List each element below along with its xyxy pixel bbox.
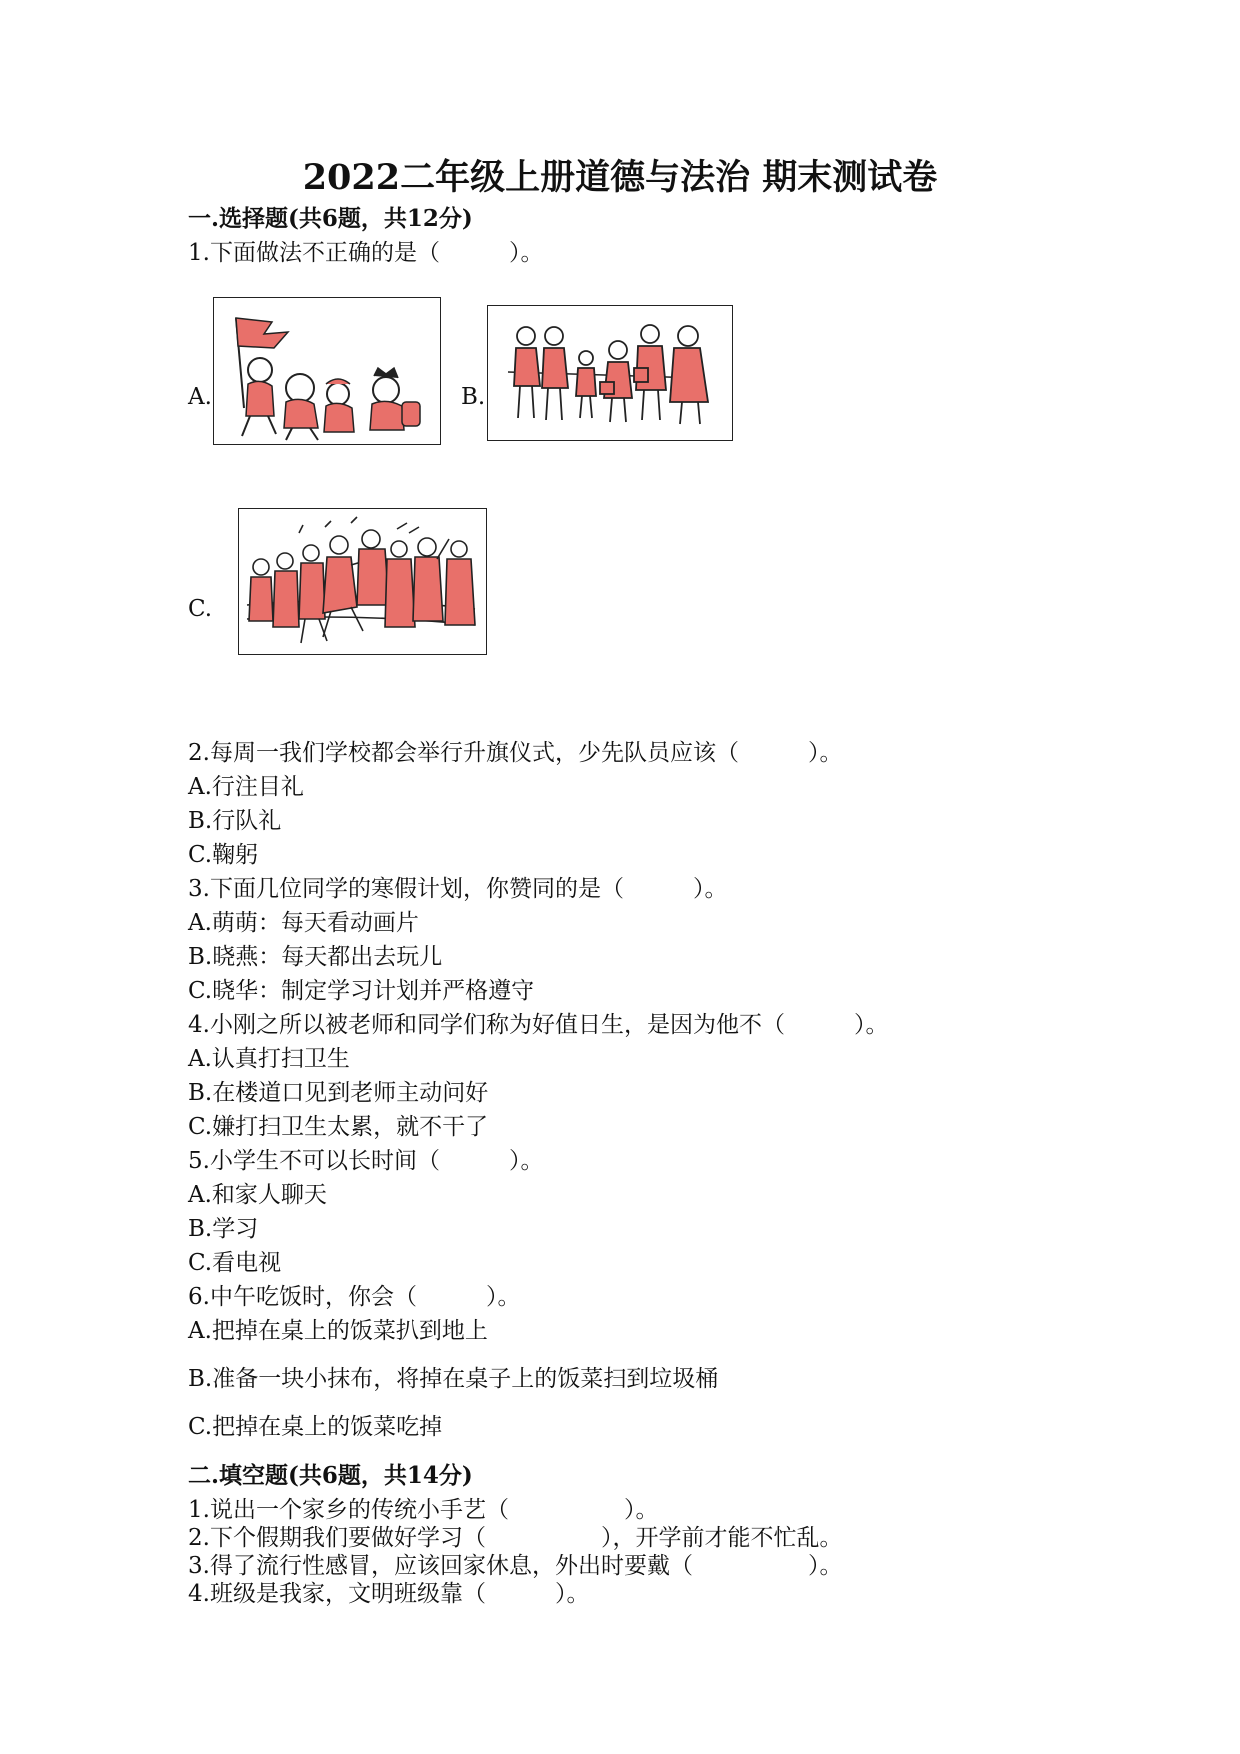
option-label: A. bbox=[188, 384, 212, 410]
option-label: C. bbox=[188, 596, 213, 622]
option: B.准备一块小抹布，将掉在桌子上的饭菜扫到垃圾桶 bbox=[188, 1366, 719, 1392]
option: C.晓华：制定学习计划并严格遵守 bbox=[188, 978, 535, 1004]
section-heading-choice: 一.选择题(共6题，共12分) bbox=[188, 205, 473, 232]
question-stem: 4.班级是我家，文明班级靠（ ）。 bbox=[188, 1581, 590, 1607]
option: A.认真打扫卫生 bbox=[188, 1046, 350, 1072]
option: B.行队礼 bbox=[188, 808, 282, 834]
option: A.行注目礼 bbox=[188, 774, 304, 800]
option-label: B. bbox=[461, 384, 486, 410]
option: A.萌萌：每天看动画片 bbox=[188, 910, 419, 936]
question-stem: 3.下面几位同学的寒假计划，你赞同的是（ ）。 bbox=[188, 876, 728, 902]
question-stem: 2.每周一我们学校都会举行升旗仪式，少先队员应该（ ）。 bbox=[188, 740, 843, 766]
option: C.嫌打扫卫生太累，就不干了 bbox=[188, 1114, 489, 1140]
option: A.和家人聊天 bbox=[188, 1182, 327, 1208]
option-b-illustration bbox=[487, 305, 733, 441]
option: B.学习 bbox=[188, 1216, 259, 1242]
option: B.在楼道口见到老师主动问好 bbox=[188, 1080, 489, 1106]
question-stem: 4.小刚之所以被老师和同学们称为好值日生，是因为他不（ ）。 bbox=[188, 1012, 889, 1038]
option-a-illustration bbox=[213, 297, 441, 445]
question-stem: 6.中午吃饭时，你会（ ）。 bbox=[188, 1284, 521, 1310]
page-title: 2022二年级上册道德与法治 期末测试卷 bbox=[302, 157, 938, 198]
question-stem: 1.下面做法不正确的是（ ）。 bbox=[188, 240, 544, 266]
question-stem: 5.小学生不可以长时间（ ）。 bbox=[188, 1148, 544, 1174]
option: A.把掉在桌上的饭菜扒到地上 bbox=[188, 1318, 488, 1344]
option: B.晓燕：每天都出去玩儿 bbox=[188, 944, 443, 970]
question-stem: 2.下个假期我们要做好学习（ ），开学前才能不忙乱。 bbox=[188, 1525, 843, 1551]
option: C.把掉在桌上的饭菜吃掉 bbox=[188, 1414, 443, 1440]
question-stem: 3.得了流行性感冒，应该回家休息，外出时要戴（ ）。 bbox=[188, 1553, 843, 1579]
question-stem: 1.说出一个家乡的传统小手艺（ ）。 bbox=[188, 1497, 659, 1523]
option: C.鞠躬 bbox=[188, 842, 259, 868]
option-c-illustration bbox=[238, 508, 487, 655]
option: C.看电视 bbox=[188, 1250, 282, 1276]
section-heading-fill: 二.填空题(共6题，共14分) bbox=[188, 1462, 473, 1489]
